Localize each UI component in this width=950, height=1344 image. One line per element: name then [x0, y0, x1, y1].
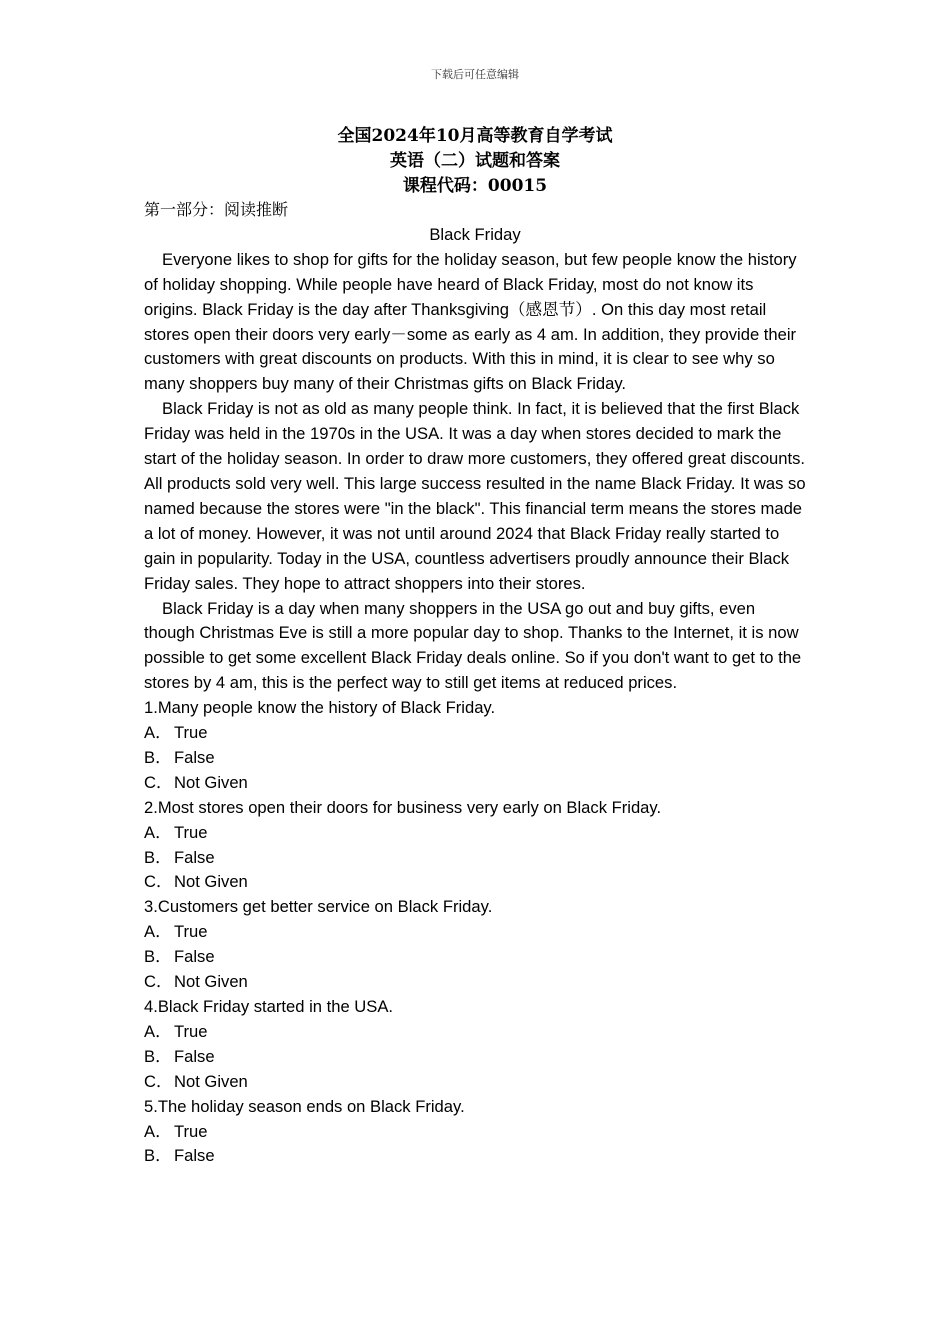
option-text: False	[174, 847, 215, 867]
option-a	[144, 1020, 806, 1045]
section-label: 第一部分：阅读推断	[144, 200, 289, 219]
option-letter: B．	[144, 1046, 172, 1066]
article-paragraph-3: Black Friday is a day when many shoppers in the USA go out and buy gifts, even though Christmas Eve is still a more popular day to shop. Thanks to the Internet, it is now possible to get some excellent Black Friday deals online. So if you don't want to get to the stores by 4 am, this is the perfect way to still get items at reduced prices.	[144, 598, 802, 693]
option-letter: C．	[144, 972, 173, 992]
option-c	[144, 970, 806, 995]
option-letter: C．	[144, 872, 173, 892]
option-c	[144, 771, 806, 796]
question-text: 1.Many people know the history of Black Friday.	[144, 698, 496, 718]
option-a	[144, 721, 806, 746]
exam-title-line-2: 英语（二）试题和答案	[390, 151, 560, 171]
exam-title-line-1: 全国2024年10月高等教育自学考试	[337, 126, 613, 146]
option-text: False	[174, 1146, 215, 1166]
header-note: 下载后可任意编辑	[431, 68, 519, 81]
option-letter: A．	[144, 822, 172, 842]
option-text: True	[174, 723, 208, 743]
option-letter: B．	[144, 747, 172, 767]
question-1	[144, 696, 806, 796]
option-text: Not Given	[174, 972, 248, 992]
option-letter: B．	[144, 1146, 172, 1166]
option-letter: C．	[144, 772, 173, 792]
exam-title-line-3: 课程代码：00015	[402, 176, 548, 196]
option-text: Not Given	[174, 1071, 248, 1091]
option-text: True	[174, 1121, 208, 1141]
question-4	[144, 995, 806, 1095]
article-paragraph-2: Black Friday is not as old as many people think. In fact, it is believed that the first Black Friday was held in the 1970s in the USA. It was a day when stores decided to mark the start of the holiday season. In order to draw more customers, they offered great discounts. All products sold very well. This large success resulted in the name Black Friday. It was so named because the stores were "in the black". This financial term means the stores made a lot of money. However, it was not until around 2024 that Black Friday really started to gain in popularity. Today in the USA, countless advertisers proudly announce their Black Friday sales. They hope to attract shoppers into their stores.	[144, 399, 806, 593]
option-letter: B．	[144, 947, 172, 967]
article-paragraph-1: Everyone likes to shop for gifts for the holiday season, but few people know the history of holiday shopping. While people have heard of Black Friday, most do not know its origins. Black Friday is the day after Thanksgiving（感恩节）. On this day most retail stores open their doors very early－some as early as 4 am. In addition, they provide their customers with great discounts on products. With this in mind, it is clear to see why so many shoppers buy many of their Christmas gifts on Black Friday.	[144, 249, 797, 394]
option-text: False	[174, 747, 215, 767]
question-5	[144, 1095, 806, 1170]
option-letter: B．	[144, 847, 172, 867]
option-b	[144, 945, 806, 970]
option-letter: A．	[144, 922, 172, 942]
option-b	[144, 746, 806, 771]
question-text: 3.Customers get better service on Black Friday.	[144, 897, 493, 917]
option-c	[144, 1070, 806, 1095]
option-letter: A．	[144, 723, 172, 743]
question-text: 2.Most stores open their doors for business very early on Black Friday.	[144, 797, 662, 817]
option-letter: C．	[144, 1071, 173, 1091]
option-text: True	[174, 1021, 208, 1041]
option-b	[144, 1045, 806, 1070]
question-2	[144, 796, 806, 896]
option-text: True	[174, 922, 208, 942]
option-text: Not Given	[174, 872, 248, 892]
option-c	[144, 870, 806, 895]
document-body	[144, 198, 806, 1169]
question-text: 4.Black Friday started in the USA.	[144, 997, 394, 1016]
option-a	[144, 821, 806, 846]
option-text: Not Given	[174, 772, 248, 792]
article-title: Black Friday	[429, 224, 521, 244]
option-letter: A．	[144, 1021, 172, 1041]
option-text: False	[174, 1046, 215, 1066]
option-b	[144, 846, 806, 871]
question-3	[144, 895, 806, 995]
option-text: False	[174, 947, 215, 967]
option-text: True	[174, 822, 208, 842]
option-a	[144, 1120, 806, 1145]
option-a	[144, 920, 806, 945]
exam-title	[0, 124, 950, 199]
option-letter: A．	[144, 1121, 172, 1141]
question-text: 5.The holiday season ends on Black Friday.	[144, 1096, 465, 1116]
option-b	[144, 1144, 806, 1169]
